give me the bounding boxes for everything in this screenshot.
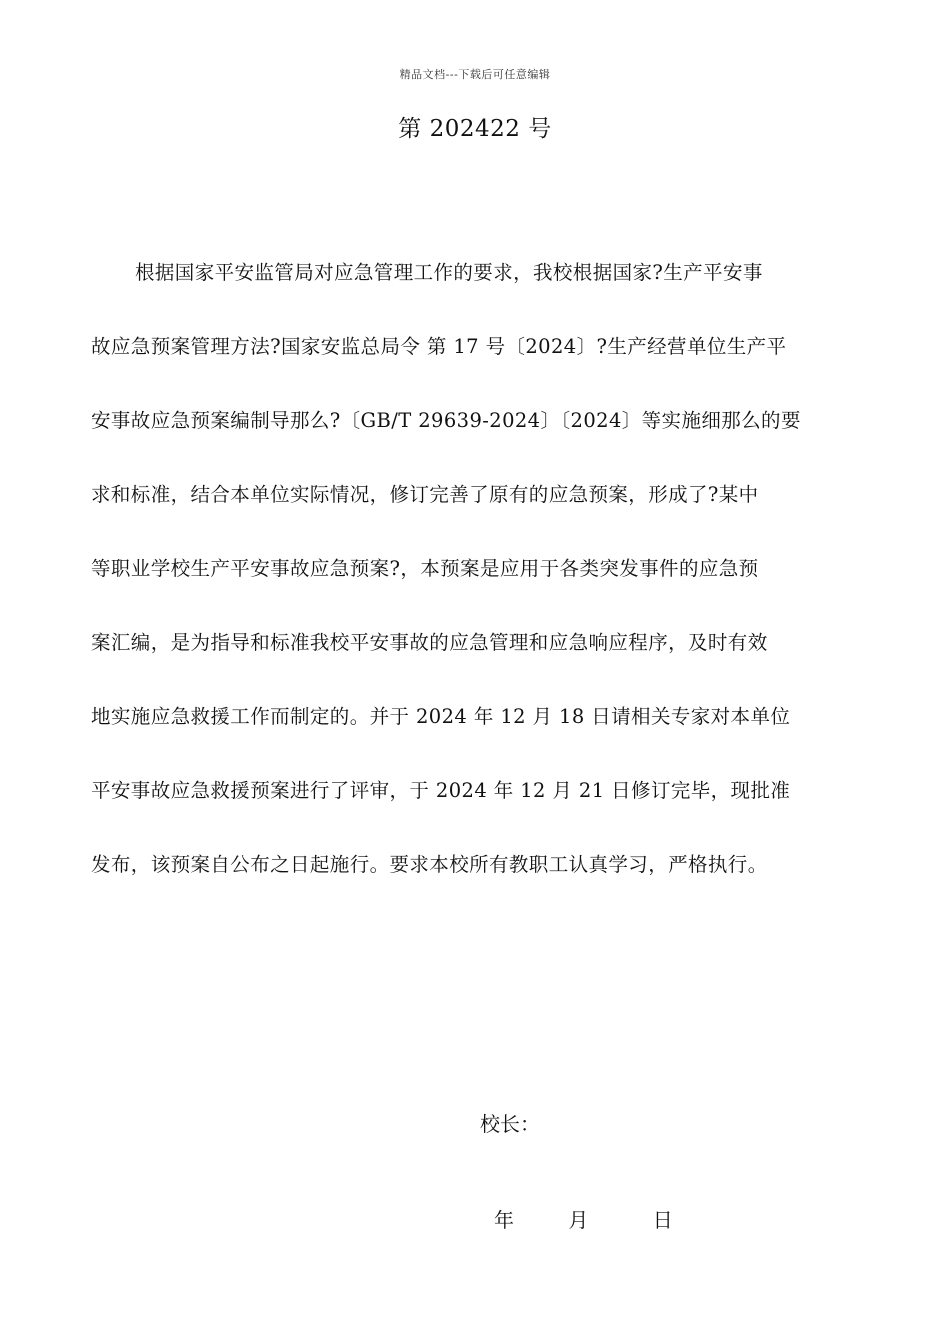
principal-signature-label: 校长： (480, 1112, 540, 1136)
header-note: 精品文档---下载后可任意编辑 (399, 68, 551, 81)
paragraph-line: 平安事故应急救援预案进行了评审，于 2024 年 12 月 21 日修订完毕，现批准 (91, 779, 791, 802)
signature-date (494, 1204, 673, 1233)
date-day-label: 日 (652, 1208, 673, 1232)
paragraph-line: 根据国家平安监管局对应急管理工作的要求，我校根据国家?生产平安事 (135, 261, 763, 284)
paragraph-line: 等职业学校生产平安事故应急预案?，本预案是应用于各类突发事件的应急预 (91, 557, 759, 580)
paragraph-line: 求和标准，结合本单位实际情况，修订完善了原有的应急预案，形成了?某中 (91, 483, 759, 506)
paragraph-line: 发布，该预案自公布之日起施行。要求本校所有教职工认真学习，严格执行。 (91, 853, 768, 876)
paragraph-line: 地实施应急救援工作而制定的。并于 2024 年 12 月 18 日请相关专家对本单位 (91, 705, 791, 728)
paragraph-line: 案汇编，是为指导和标准我校平安事故的应急管理和应急响应程序，及时有效 (91, 631, 768, 654)
date-month-label: 月 (568, 1208, 589, 1232)
paragraph-line: 故应急预案管理方法?国家安监总局令 第 17 号〔2024〕?生产经营单位生产平 (91, 335, 787, 358)
announcement-paragraph (91, 254, 861, 920)
date-year-label: 年 (494, 1208, 514, 1232)
paragraph-line: 安事故应急预案编制导那么?〔GB/T 29639-2024〕〔2024〕等实施细那么的要 (91, 409, 801, 432)
document-number: 第 202422 号 (398, 116, 552, 142)
